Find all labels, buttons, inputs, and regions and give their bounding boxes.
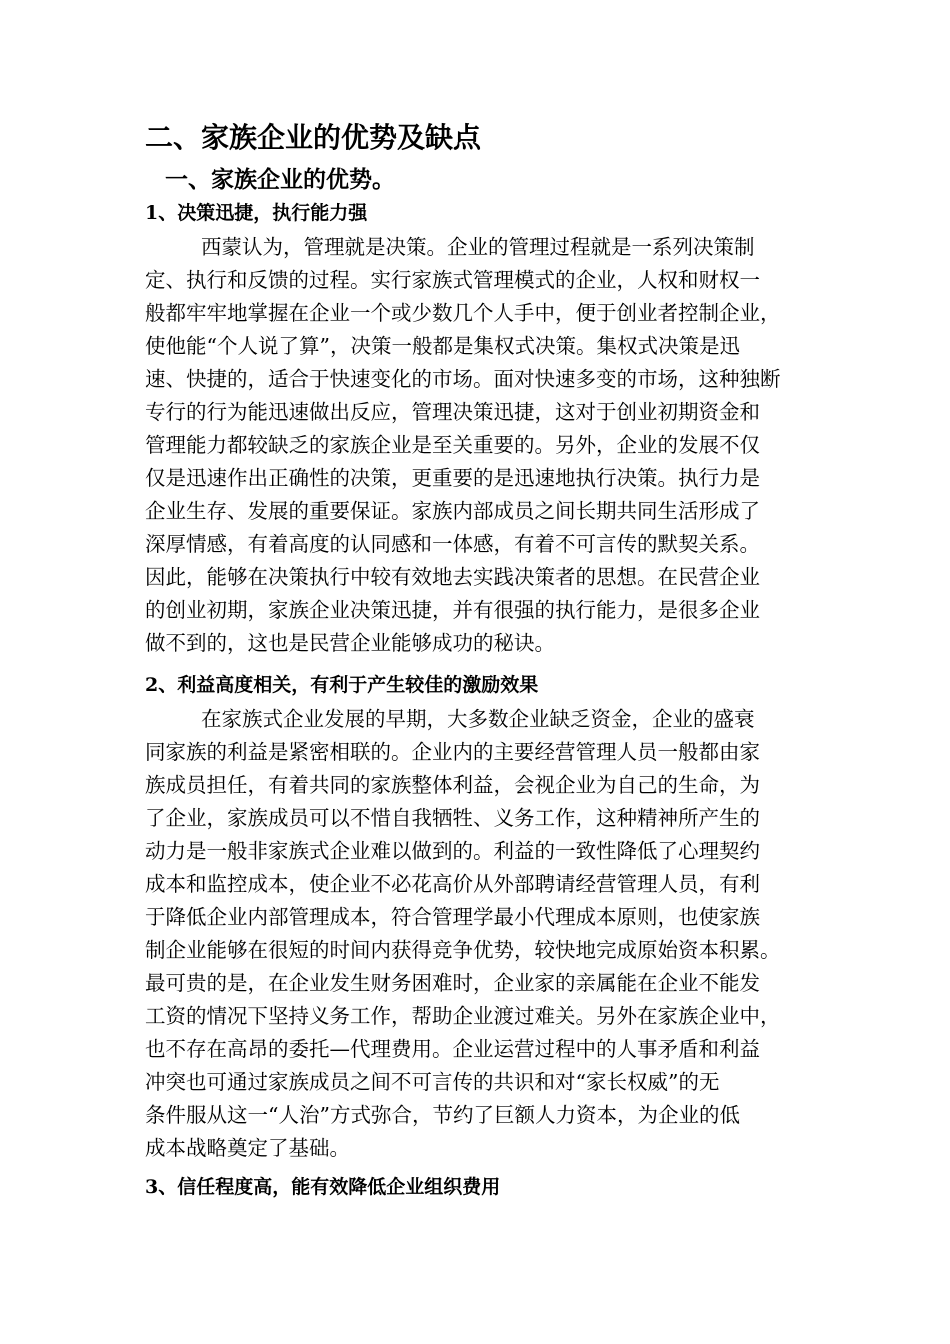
paragraph-line: 于降低企业内部管理成本，符合管理学最小代理成本原则，也使家族	[145, 905, 760, 929]
paragraph-line: 族成员担任，有着共同的家族整体利益，会视企业为自己的生命，为	[145, 773, 760, 797]
paragraph-line: 了企业，家族成员可以不惜自我牺牲、义务工作，这种精神所产生的	[145, 806, 760, 830]
paragraph-line: 在家族式企业发展的早期，大多数企业缺乏资金，企业的盛衰	[201, 707, 755, 731]
section-heading-3: 3、信任程度高，能有效降低企业组织费用	[145, 1176, 501, 1198]
paragraph-line: 工资的情况下坚持义务工作，帮助企业渡过难关。另外在家族企业中，	[145, 1004, 781, 1028]
paragraph-line: 同家族的利益是紧密相联的。企业内的主要经营管理人员一般都由家	[145, 740, 760, 764]
paragraph-line: 成本和监控成本，使企业不必花高价从外部聘请经营管理人员，有利	[145, 872, 760, 896]
paragraph-line: 西蒙认为，管理就是决策。企业的管理过程就是一系列决策制	[201, 235, 755, 259]
paragraph-line: 冲突也可通过家族成员之间不可言传的共识和对“家长权威”的无	[145, 1070, 720, 1094]
paragraph-line: 的创业初期，家族企业决策迅捷，并有很强的执行能力，是很多企业	[145, 598, 760, 622]
paragraph-line: 成本战略奠定了基础。	[145, 1136, 350, 1160]
paragraph-line: 管理能力都较缺乏的家族企业是至关重要的。另外，企业的发展不仅	[145, 433, 760, 457]
section-heading-2: 2、利益高度相关，有利于产生较佳的激励效果	[145, 674, 539, 696]
paragraph-line: 也不存在高昂的委托—代理费用。企业运营过程中的人事矛盾和利益	[145, 1037, 760, 1061]
paragraph-line: 定、执行和反馈的过程。实行家族式管理模式的企业，人权和财权一	[145, 268, 760, 292]
paragraph-line: 因此，能够在决策执行中较有效地去实践决策者的思想。在民营企业	[145, 565, 760, 589]
paragraph-line: 做不到的，这也是民营企业能够成功的秘诀。	[145, 631, 555, 655]
paragraph-2	[145, 703, 815, 1165]
paragraph-line: 使他能“个人说了算”，决策一般都是集权式决策。集权式决策是迅	[145, 334, 740, 358]
paragraph-line: 制企业能够在很短的时间内获得竞争优势，较快地完成原始资本积累。	[145, 938, 781, 962]
document-title: 二、家族企业的优势及缺点	[145, 121, 482, 154]
paragraph-1	[145, 231, 815, 660]
paragraph-line: 企业生存、发展的重要保证。家族内部成员之间长期共同生活形成了	[145, 499, 760, 523]
paragraph-line: 条件服从这一“人治”方式弥合，节约了巨额人力资本，为企业的低	[145, 1103, 740, 1127]
paragraph-line: 速、快捷的，适合于快速变化的市场。面对快速多变的市场，这种独断	[145, 367, 781, 391]
paragraph-line: 动力是一般非家族式企业难以做到的。利益的一致性降低了心理契约	[145, 839, 760, 863]
paragraph-line: 深厚情感，有着高度的认同感和一体感，有着不可言传的默契关系。	[145, 532, 760, 556]
paragraph-line: 最可贵的是，在企业发生财务困难时，企业家的亲属能在企业不能发	[145, 971, 760, 995]
paragraph-line: 般都牢牢地掌握在企业一个或少数几个人手中，便于创业者控制企业，	[145, 301, 781, 325]
section-heading-1: 1、决策迅捷，执行能力强	[145, 202, 368, 224]
paragraph-line: 专行的行为能迅速做出反应，管理决策迅捷，这对于创业初期资金和	[145, 400, 760, 424]
paragraph-line: 仅是迅速作出正确性的决策，更重要的是迅速地执行决策。执行力是	[145, 466, 760, 490]
section-subtitle: 一、家族企业的优势。	[165, 166, 395, 193]
